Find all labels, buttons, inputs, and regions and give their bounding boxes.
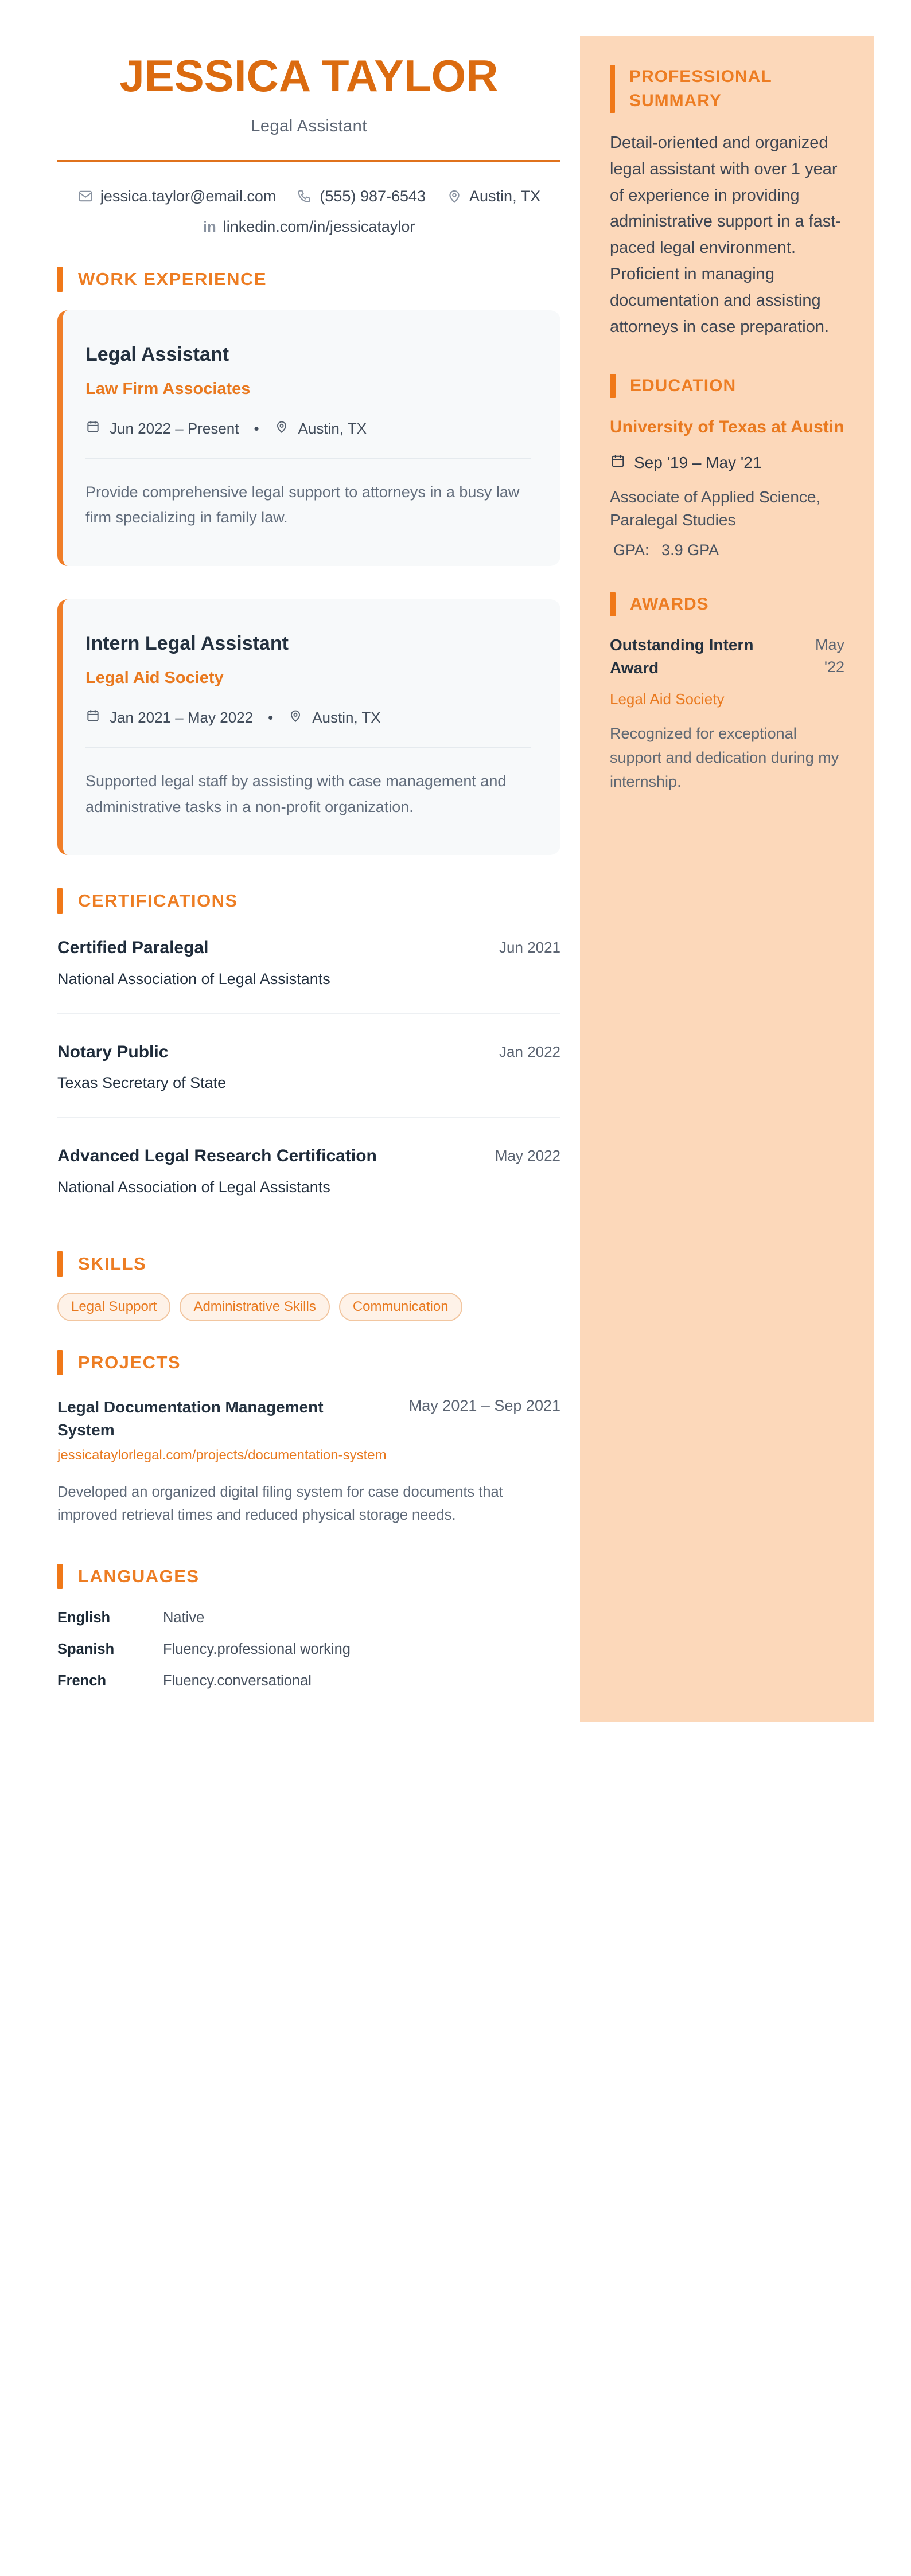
education-gpa-row [610, 541, 844, 559]
professional-summary-text: Detail-oriented and organized legal assistant with over 1 year of experience in providing administrative support in a fast-paced legal environment. Proficient in managing documentation and assisting attorneys in case preparation. [610, 134, 841, 336]
award-item [610, 634, 844, 794]
gpa-value: 3.9 GPA [661, 541, 719, 559]
work-item-card [57, 599, 560, 855]
heading-accent-bar [610, 65, 615, 113]
section-heading-skills [57, 1251, 560, 1277]
list-divider [57, 1013, 560, 1014]
list-divider [57, 1117, 560, 1118]
education-dates: Sep '19 – May '21 [634, 454, 762, 471]
sidebar-heading-education [610, 374, 844, 398]
certification-text [57, 1041, 226, 1092]
job-description: Provide comprehensive legal support to attorneys in a busy law firm specializing in family law. [85, 483, 520, 526]
certification-date: May 2022 [495, 1147, 560, 1165]
project-dates: May 2021 – Sep 2021 [408, 1397, 560, 1415]
heading-accent-bar [610, 374, 616, 398]
languages-table [57, 1610, 560, 1689]
sidebar-heading-summary [610, 65, 844, 113]
job-dates: Jan 2021 – May 2022 [110, 708, 254, 726]
certification-name: Certified Paralegal [57, 938, 209, 958]
section-heading-work [57, 267, 560, 292]
certification-text [57, 1145, 377, 1196]
award-description: Recognized for exceptional support and dedication during my internship. [610, 724, 839, 790]
skill-chip: Administrative Skills [180, 1293, 329, 1322]
calendar-icon [85, 419, 100, 438]
section-heading-skills-label: SKILLS [78, 1253, 147, 1274]
language-fluency: Native [163, 1610, 205, 1626]
certification-issuer: National Association of Legal Assistants [57, 1178, 330, 1196]
calendar-icon [85, 708, 100, 727]
award-issuer: Legal Aid Society [610, 690, 725, 708]
contact-linkedin [203, 218, 415, 236]
job-description: Supported legal staff by assisting with case management and administrative tasks in a non-profit organization. [85, 772, 507, 815]
certification-text [57, 936, 330, 988]
certification-issuer: Texas Secretary of State [57, 1074, 227, 1092]
section-heading-projects-label: PROJECTS [78, 1352, 181, 1373]
contact-row-2 [57, 218, 560, 236]
certification-item [57, 936, 560, 988]
project-description: Developed an organized digital filing system for case documents that improved retrieval times and reduced physical storage needs. [57, 1484, 503, 1524]
skill-chip: Communication [339, 1293, 462, 1322]
job-location: Austin, TX [312, 708, 381, 726]
language-fluency: Fluency.professional working [163, 1641, 351, 1658]
location-pin-icon [288, 708, 303, 727]
sidebar [580, 36, 874, 1722]
contact-location-text: Austin, TX [469, 187, 541, 205]
candidate-title: Legal Assistant [251, 116, 367, 135]
contact-phone-text: (555) 987-6543 [320, 187, 426, 205]
heading-accent-bar [57, 1350, 63, 1375]
job-company: Law Firm Associates [85, 379, 251, 398]
certification-date: Jan 2022 [499, 1043, 560, 1060]
education-school: University of Texas at Austin [610, 417, 844, 436]
section-heading-certifications [57, 888, 560, 914]
heading-accent-bar [610, 592, 616, 616]
location-pin-icon [446, 188, 462, 204]
job-meta-row [85, 708, 531, 727]
certification-name: Notary Public [57, 1042, 169, 1061]
section-heading-languages-label: LANGUAGES [78, 1566, 200, 1587]
language-name: French [57, 1673, 107, 1689]
job-company: Legal Aid Society [85, 668, 224, 687]
contact-row [57, 188, 560, 205]
meta-dot: • [254, 419, 259, 437]
education-dates-row [610, 453, 844, 473]
header-divider [57, 160, 560, 162]
language-fluency: Fluency.conversational [163, 1673, 312, 1689]
card-divider [85, 747, 531, 748]
project-link[interactable]: jessicataylorlegal.com/projects/documentation-system [57, 1447, 387, 1463]
education-degree: Associate of Applied Science, Paralegal Studies [610, 487, 821, 529]
certification-item [57, 1145, 560, 1196]
certification-name: Advanced Legal Research Certification [57, 1146, 377, 1166]
heading-accent-bar [57, 267, 63, 292]
sidebar-heading-summary-label: PROFESSIONAL SUMMARY [629, 67, 772, 110]
calendar-icon [610, 453, 626, 473]
sidebar-heading-education-label: EDUCATION [630, 376, 737, 395]
job-meta-row [85, 419, 531, 438]
card-divider [85, 458, 531, 459]
section-heading-certifications-label: CERTIFICATIONS [78, 891, 238, 911]
job-location: Austin, TX [298, 419, 367, 437]
award-name: Outstanding Intern Award [610, 635, 754, 677]
mail-icon [77, 188, 94, 204]
job-dates: Jun 2022 – Present [110, 419, 239, 437]
certification-item [57, 1041, 560, 1092]
project-name: Legal Documentation Management System [57, 1398, 324, 1439]
award-date: May '22 [815, 635, 844, 676]
candidate-name: JESSICA TAYLOR [119, 50, 499, 101]
location-pin-icon [274, 419, 289, 438]
project-header [57, 1396, 560, 1441]
contact-phone [297, 188, 426, 205]
phone-icon [297, 188, 313, 204]
language-name: Spanish [57, 1641, 115, 1658]
contact-linkedin-text: linkedin.com/in/jessicataylor [223, 217, 415, 235]
heading-accent-bar [57, 888, 63, 914]
award-header [610, 634, 844, 680]
main-column [57, 50, 560, 1689]
section-heading-work-label: WORK EXPERIENCE [78, 268, 267, 289]
heading-accent-bar [57, 1564, 63, 1589]
project-item [57, 1396, 560, 1527]
gpa-label: GPA: [613, 541, 649, 559]
certification-issuer: National Association of Legal Assistants [57, 970, 330, 988]
certification-date: Jun 2021 [499, 939, 560, 957]
contact-email [77, 188, 277, 205]
job-title: Intern Legal Assistant [85, 632, 289, 654]
language-name: English [57, 1610, 111, 1626]
skill-chip: Legal Support [57, 1293, 170, 1322]
meta-dot: • [268, 708, 274, 726]
contact-email-text: jessica.taylor@email.com [100, 187, 277, 205]
contact-location [446, 188, 540, 205]
sidebar-heading-awards [610, 592, 844, 616]
section-heading-projects [57, 1350, 560, 1375]
section-heading-languages [57, 1564, 560, 1589]
work-item-card [57, 310, 560, 566]
heading-accent-bar [57, 1251, 63, 1277]
job-title: Legal Assistant [85, 343, 229, 365]
skill-chips [57, 1293, 560, 1322]
linkedin-icon: in [203, 217, 216, 235]
sidebar-heading-awards-label: AWARDS [630, 594, 709, 614]
